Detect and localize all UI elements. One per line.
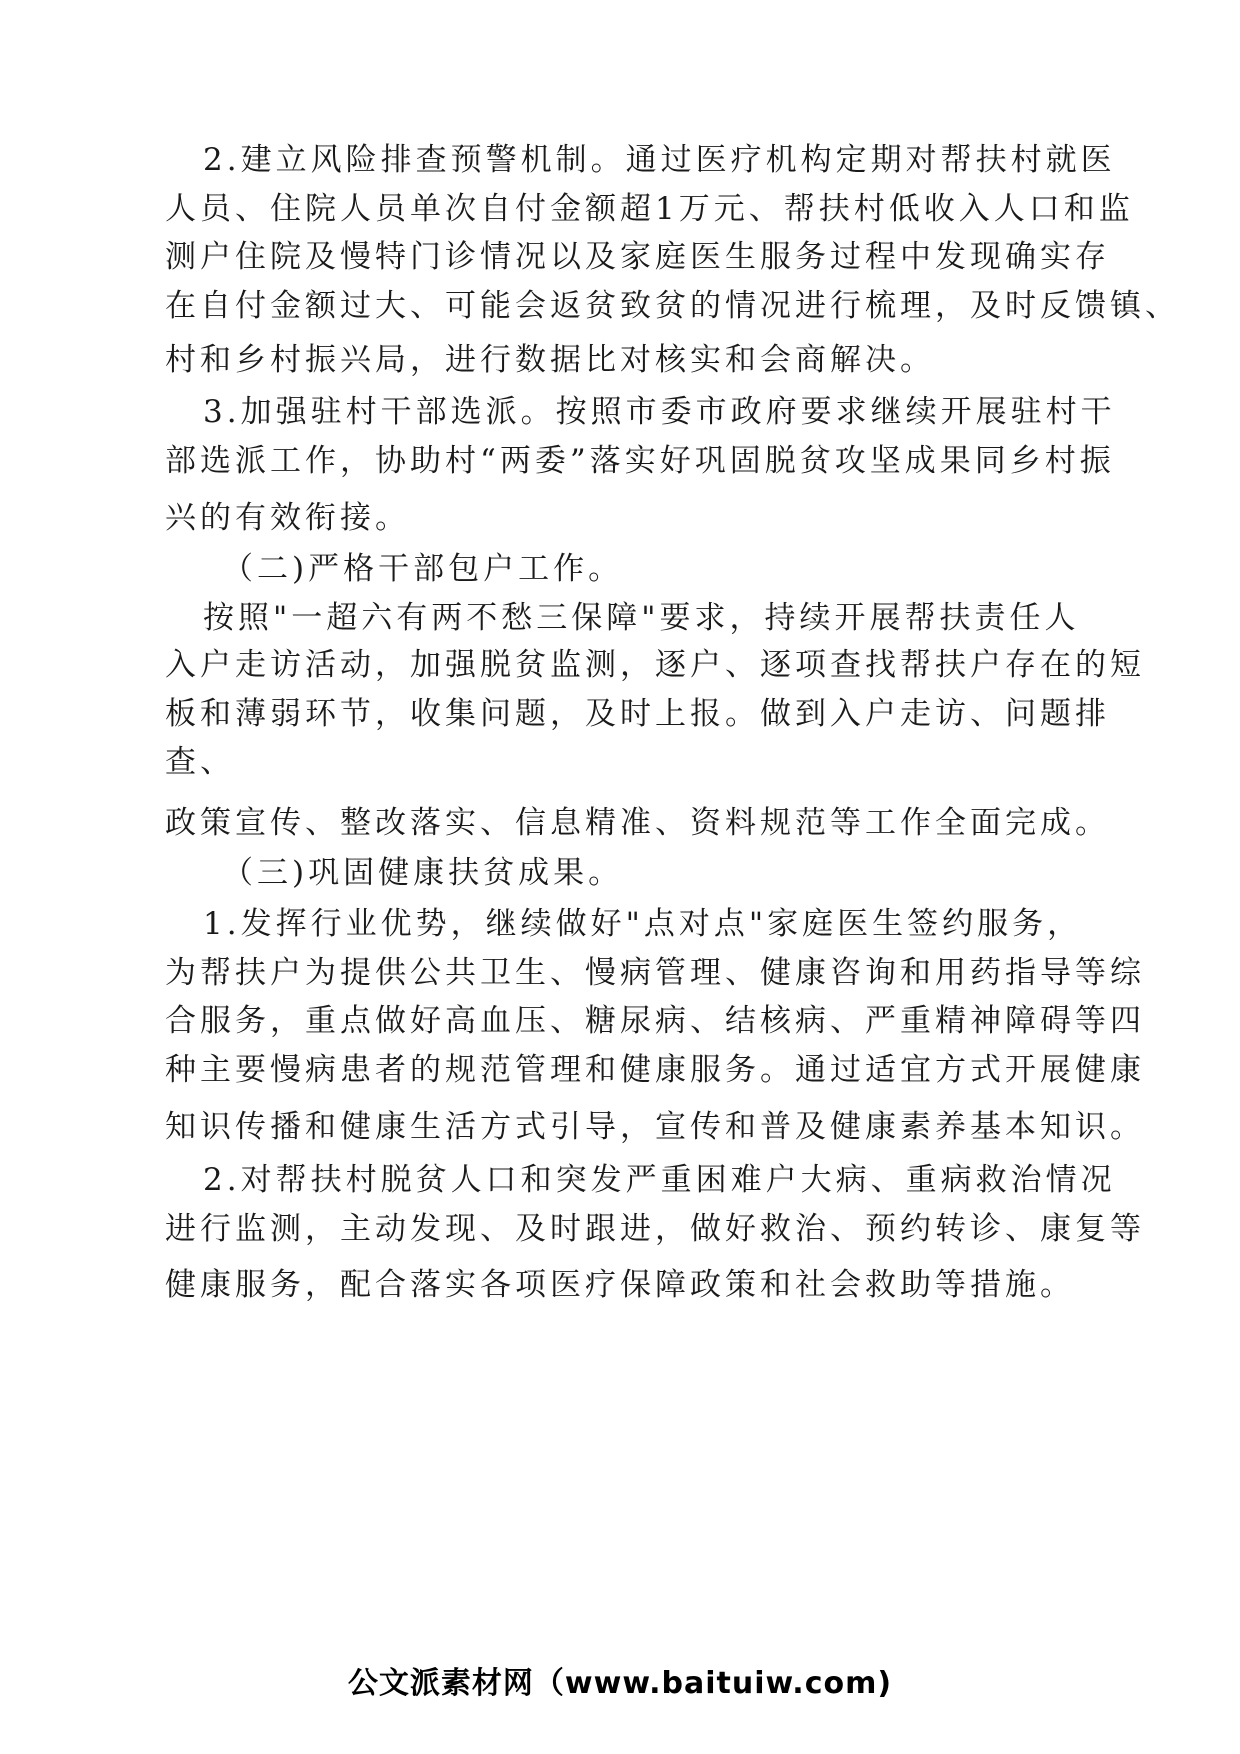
paragraph-line: 为帮扶户为提供公共卫生、慢病管理、健康咨询和用药指导等综 [165, 955, 1145, 991]
paragraph-line: 测户住院及慢特门诊情况以及家庭医生服务过程中发现确实存 [165, 239, 1110, 275]
paragraph-line: 板和薄弱环节，收集问题，及时上报。做到入户走访、问题排 [165, 696, 1110, 732]
paragraph-line: 按照"一超六有两不愁三保障"要求，持续开展帮扶责任人 [203, 600, 1080, 636]
paragraph-line: 2.建立风险排查预警机制。通过医疗机构定期对帮扶村就医 [203, 142, 1116, 178]
paragraph-line: 村和乡村振兴局，进行数据比对核实和会商解决。 [165, 342, 935, 378]
paragraph-line: 人员、住院人员单次自付金额超1万元、帮扶村低收入人口和监 [165, 191, 1134, 227]
section-heading: （二)严格干部包户工作。 [222, 551, 624, 587]
paragraph-line: 入户走访活动，加强脱贫监测，逐户、逐项查找帮扶户存在的短 [165, 647, 1145, 683]
paragraph-line: 知识传播和健康生活方式引导，宣传和普及健康素养基本知识。 [165, 1109, 1145, 1145]
paragraph-line: 查、 [165, 744, 235, 780]
paragraph-line: 兴的有效衔接。 [165, 500, 410, 536]
paragraph-line: 1.发挥行业优势，继续做好"点对点"家庭医生签约服务， [203, 906, 1083, 942]
paragraph-line: 种主要慢病患者的规范管理和健康服务。通过适宜方式开展健康 [165, 1052, 1145, 1088]
paragraph-line: 3.加强驻村干部选派。按照市委市政府要求继续开展驻村干 [203, 394, 1116, 430]
paragraph-line: 部选派工作，协助村“两委”落实好巩固脱贫攻坚成果同乡村振 [165, 443, 1115, 479]
section-heading: （三)巩固健康扶贫成果。 [222, 855, 624, 891]
paragraph-line: 在自付金额过大、可能会返贫致贫的情况进行梳理，及时反馈镇、 [165, 288, 1180, 324]
footer-watermark: 公文派素材网（www.baituiw.com) [347, 1666, 893, 1701]
paragraph-line: 政策宣传、整改落实、信息精准、资料规范等工作全面完成。 [165, 805, 1110, 841]
paragraph-line: 进行监测，主动发现、及时跟进，做好救治、预约转诊、康复等 [165, 1211, 1145, 1247]
paragraph-line: 合服务，重点做好高血压、糖尿病、结核病、严重精神障碍等四 [165, 1003, 1145, 1039]
paragraph-line: 健康服务，配合落实各项医疗保障政策和社会救助等措施。 [165, 1267, 1075, 1303]
paragraph-line: 2.对帮扶村脱贫人口和突发严重困难户大病、重病救治情况 [203, 1162, 1116, 1198]
